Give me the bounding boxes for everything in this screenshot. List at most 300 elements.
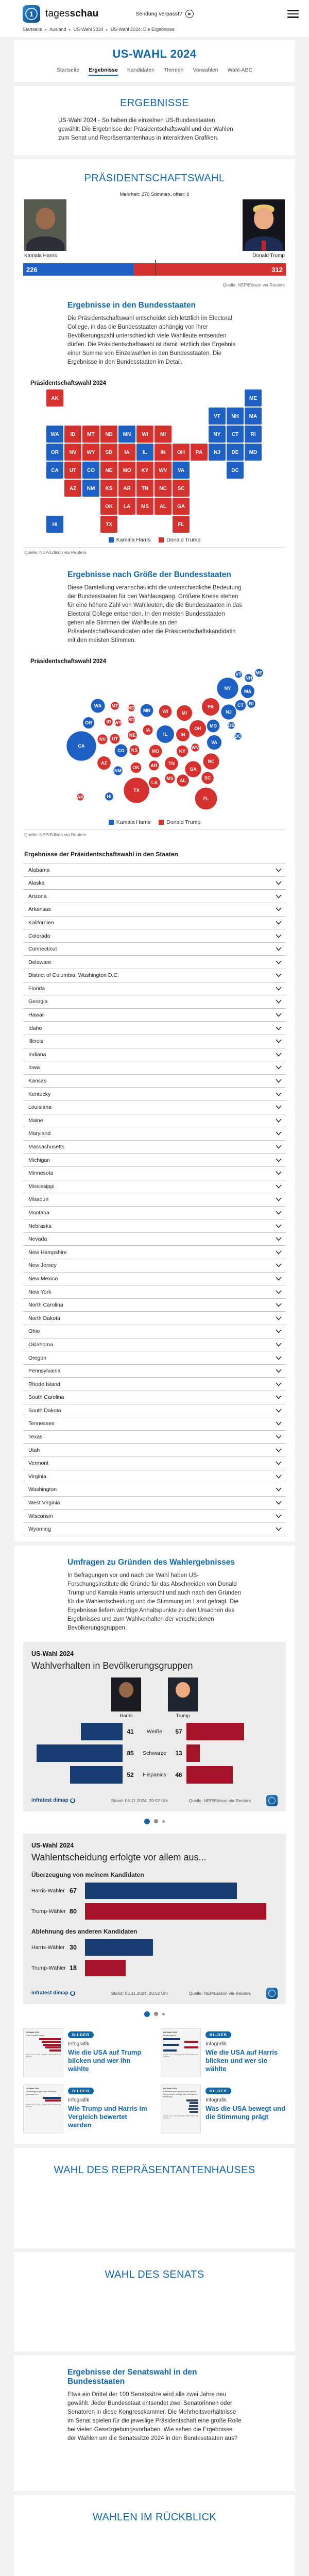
voter-group-label: Trump-Wähler xyxy=(31,1964,66,1971)
thumb-chart xyxy=(163,2099,198,2113)
state-accordion-row[interactable] xyxy=(23,1523,286,1536)
state-accordion-row[interactable] xyxy=(23,1404,286,1418)
state-accordion-row[interactable] xyxy=(23,1207,286,1220)
chevron-down-icon xyxy=(276,1211,282,1215)
thumb-footer: Stand: 06.11.2024 | Quelle: NEP/Edison via Reuters xyxy=(26,2053,61,2058)
state-bubble-ID[interactable] xyxy=(105,718,113,726)
state-accordion-row[interactable] xyxy=(23,903,286,917)
state-tile-WY[interactable] xyxy=(82,444,99,461)
trump-bar xyxy=(186,1723,244,1740)
state-accordion-row[interactable] xyxy=(23,1035,286,1048)
state-tile-ME[interactable] xyxy=(245,389,262,406)
map-label: Präsidentschaftswahl 2024 xyxy=(30,380,107,387)
state-accordion-row[interactable] xyxy=(23,956,286,969)
state-accordion-row[interactable] xyxy=(23,1022,286,1035)
state-bubble-WI[interactable] xyxy=(159,705,172,718)
state-tile-NE[interactable] xyxy=(100,462,117,479)
state-accordion-row[interactable] xyxy=(23,1061,286,1075)
state-bubble-LA[interactable] xyxy=(149,777,160,788)
state-accordion-row[interactable] xyxy=(23,1114,286,1128)
state-tile-SD[interactable] xyxy=(100,444,117,461)
svg-text:CO: CO xyxy=(87,468,95,474)
state-tile-DE[interactable] xyxy=(227,444,244,461)
state-accordion-row[interactable] xyxy=(23,1075,286,1088)
carousel-dot-active[interactable] xyxy=(144,2011,150,2017)
svg-text:CT: CT xyxy=(231,432,239,438)
state-bubble-WA[interactable] xyxy=(91,699,105,713)
state-bubble-NV[interactable] xyxy=(97,735,107,744)
state-accordion-row[interactable] xyxy=(23,1233,286,1246)
state-accordion-row[interactable] xyxy=(23,877,286,890)
state-bubble-NY[interactable] xyxy=(217,678,238,699)
harris-ev-segment: 226 xyxy=(23,263,133,276)
teaser-kicker: Infografik xyxy=(205,2097,227,2103)
state-name: Indiana xyxy=(28,1051,46,1058)
svg-text:CO: CO xyxy=(117,748,125,754)
state-tile-TN[interactable] xyxy=(136,480,153,497)
voter-group-label: Trump-Wähler xyxy=(31,1908,66,1914)
state-tile-MS[interactable] xyxy=(136,498,153,515)
chevron-down-icon xyxy=(276,1356,282,1360)
tab-vorwahlen[interactable]: Vorwahlen xyxy=(193,67,218,73)
state-tile-UT[interactable] xyxy=(64,462,81,479)
state-bubble-CT[interactable] xyxy=(235,700,246,711)
state-bubble-OH[interactable] xyxy=(190,720,206,737)
state-bubble-GA[interactable] xyxy=(185,761,201,777)
state-accordion-row[interactable] xyxy=(23,1417,286,1431)
value-label: 80 xyxy=(70,1907,77,1915)
state-bubble-ND[interactable] xyxy=(128,704,135,711)
state-tile-OR[interactable] xyxy=(46,444,63,461)
state-name: Texas xyxy=(28,1434,43,1440)
state-tile-ID[interactable] xyxy=(64,426,81,443)
teaser-title[interactable]: Wie Trump und Harris im Vergleich bewertet werden xyxy=(68,2104,147,2129)
candidates-block xyxy=(23,199,286,262)
state-bubble-AK[interactable] xyxy=(77,793,84,801)
infratest-dimap-logo: infratest dimap xyxy=(31,1798,75,1803)
teaser-card[interactable] xyxy=(23,2084,148,2133)
state-bubble-VT[interactable] xyxy=(235,671,242,678)
state-tile-WI[interactable] xyxy=(136,426,153,443)
state-tile-RI[interactable] xyxy=(245,426,262,443)
state-bubble-NH[interactable] xyxy=(245,674,253,682)
thumb-kicker: US-Wahl 2024 xyxy=(163,2087,177,2090)
legend-key: Kamala Harris xyxy=(109,537,151,543)
state-accordion-row[interactable] xyxy=(23,1483,286,1497)
state-bubble-OR[interactable] xyxy=(83,717,94,728)
decision-row xyxy=(31,1903,278,1920)
chevron-down-icon xyxy=(276,1461,282,1465)
state-accordion-row[interactable] xyxy=(23,1259,286,1273)
bubble-map-label: Präsidentschaftswahl 2024 xyxy=(30,658,107,665)
state-name: Illinois xyxy=(28,1038,44,1045)
state-bubble-WY[interactable] xyxy=(114,719,122,726)
state-accordion-row[interactable] xyxy=(23,1391,286,1404)
thumb-chart xyxy=(26,2097,61,2102)
state-tile-NC[interactable] xyxy=(154,480,171,497)
state-bubble-NJ[interactable] xyxy=(221,705,236,720)
state-tile-LA[interactable] xyxy=(118,498,135,515)
chevron-down-icon xyxy=(276,999,282,1004)
state-tile-NV[interactable] xyxy=(64,444,81,461)
chevron-down-icon xyxy=(276,1131,282,1136)
state-bubble-CA[interactable] xyxy=(66,732,96,761)
harris-value: 52 xyxy=(127,1771,134,1778)
voter-group-label: Harris-Wähler xyxy=(31,1887,65,1894)
state-accordion-row[interactable] xyxy=(23,982,286,996)
state-accordion-row[interactable] xyxy=(23,1365,286,1378)
state-tile-IN[interactable] xyxy=(154,444,171,461)
chevron-down-icon xyxy=(276,1382,282,1386)
section-tabs xyxy=(14,67,295,76)
decision-widget xyxy=(23,1834,286,2004)
state-accordion-row[interactable] xyxy=(23,929,286,943)
state-bubble-WV[interactable] xyxy=(191,743,199,752)
teaser-title[interactable]: Wie die USA auf Harris blicken und wer sie wählte xyxy=(205,2048,278,2073)
us-states-map[interactable] xyxy=(46,389,263,534)
chevron-down-icon xyxy=(276,868,282,872)
state-tile-OH[interactable] xyxy=(173,444,190,461)
state-bubble-MN[interactable] xyxy=(141,704,153,717)
state-tile-ND[interactable] xyxy=(100,426,117,443)
state-name: Kansas xyxy=(28,1078,47,1084)
state-accordion-row[interactable] xyxy=(23,1285,286,1299)
state-tile-CO[interactable] xyxy=(82,462,99,479)
svg-text:TN: TN xyxy=(141,486,149,492)
state-tile-NM[interactable] xyxy=(82,480,99,497)
teaser-card[interactable] xyxy=(161,2084,286,2133)
state-tile-VT[interactable] xyxy=(209,408,226,425)
state-accordion-row[interactable] xyxy=(23,863,286,877)
state-accordion-row[interactable] xyxy=(23,1101,286,1114)
state-name: New Mexico xyxy=(28,1275,58,1282)
state-bubble-SD[interactable] xyxy=(128,716,135,723)
thumb-footer: Stand: 06.11.2024 | Quelle: NEP/Edison via Reuters xyxy=(163,2053,198,2058)
tab-startseite[interactable]: Startseite xyxy=(56,67,80,73)
breadcrumb-separator: ▸ xyxy=(68,27,71,32)
state-tile-FL[interactable] xyxy=(173,516,190,533)
chevron-down-icon xyxy=(276,1158,282,1162)
breadcrumb-item[interactable]: US-Wahl 2024 xyxy=(73,27,104,32)
breadcrumb xyxy=(23,24,299,35)
state-accordion-row[interactable] xyxy=(23,890,286,903)
state-accordion-row[interactable] xyxy=(23,1127,286,1141)
state-accordion-row[interactable] xyxy=(23,1088,286,1101)
polls-heading[interactable]: Umfragen zu Gründen des Wahlergebnisses xyxy=(67,1557,235,1567)
state-accordion-row[interactable] xyxy=(23,1431,286,1444)
decision-groups xyxy=(31,1871,278,1976)
senate-results-card xyxy=(14,2355,295,2491)
state-accordion-row[interactable] xyxy=(23,1246,286,1259)
svg-text:VT: VT xyxy=(235,672,242,677)
state-tile-WA[interactable] xyxy=(46,426,63,443)
state-bubble-MI[interactable] xyxy=(177,705,192,721)
state-tile-AZ[interactable] xyxy=(64,480,81,497)
teaser-title[interactable]: Wie die USA auf Trump blicken und wer ihn wählte xyxy=(68,2048,142,2073)
state-bubble-IA[interactable] xyxy=(143,725,152,735)
intro-heading: ERGEBNISSE xyxy=(119,97,190,109)
state-bubble-TX[interactable] xyxy=(124,778,149,803)
state-accordion-row[interactable] xyxy=(23,1299,286,1312)
teaser-kicker: Infografik xyxy=(68,2041,90,2047)
state-accordion-row[interactable] xyxy=(23,1219,286,1233)
state-name: Pennsylvania xyxy=(28,1368,61,1375)
state-name: Massachusetts xyxy=(28,1144,65,1150)
svg-text:MN: MN xyxy=(143,708,150,714)
state-bubble-MS[interactable] xyxy=(165,774,175,784)
svg-text:FL: FL xyxy=(203,796,209,802)
president-card xyxy=(14,159,295,1541)
chevron-down-icon xyxy=(276,1237,282,1241)
state-bubble-CO[interactable] xyxy=(115,744,128,757)
state-name: Missouri xyxy=(28,1196,49,1203)
state-bubble-IN[interactable] xyxy=(176,728,190,741)
state-tile-NY[interactable] xyxy=(209,426,226,443)
state-bubble-MD[interactable] xyxy=(207,720,220,733)
state-tile-AK[interactable] xyxy=(46,389,63,406)
svg-text:CT: CT xyxy=(237,703,244,708)
harris-bar xyxy=(70,1766,123,1784)
state-tile-HI[interactable] xyxy=(46,516,63,533)
trump-col-label: Trump xyxy=(176,1713,190,1719)
widget2-title: Wahlentscheidung erfolgte vor allem aus... xyxy=(31,1852,207,1862)
state-accordion-row[interactable] xyxy=(23,1351,286,1365)
svg-text:NE: NE xyxy=(129,733,136,738)
state-accordion-row[interactable] xyxy=(23,995,286,1009)
state-bubble-KS[interactable] xyxy=(129,745,139,755)
state-bubble-NC[interactable] xyxy=(203,754,219,770)
state-tile-PA[interactable] xyxy=(191,444,208,461)
svg-text:NV: NV xyxy=(69,450,77,456)
state-bubble-AL[interactable] xyxy=(177,775,188,787)
trump-name: Donald Trump xyxy=(252,253,285,259)
state-tile-MA[interactable] xyxy=(245,408,262,425)
state-accordion-row[interactable] xyxy=(23,1470,286,1484)
widget1-stand: Stand: 06.11.2024, 20:52 Uhr xyxy=(111,1798,168,1803)
carousel-dot[interactable] xyxy=(162,2013,165,2015)
svg-text:AZ: AZ xyxy=(69,486,77,492)
state-bubble-NE[interactable] xyxy=(128,731,136,740)
state-bubble-HI[interactable] xyxy=(105,792,113,801)
state-tile-IA[interactable] xyxy=(118,444,135,461)
teaser-card[interactable] xyxy=(161,2028,286,2077)
state-name: New Jersey xyxy=(28,1262,57,1269)
svg-text:MS: MS xyxy=(166,776,174,782)
carousel-dot[interactable] xyxy=(154,1819,158,1823)
state-accordion-row[interactable] xyxy=(23,1312,286,1325)
tab-themen[interactable]: Themen xyxy=(163,67,184,73)
state-accordion-row[interactable] xyxy=(23,917,286,930)
senate-results-text: Etwa ein Drittel der 100 Senatssitze wird alle zwei Jahre neu gewählt. Jeder Bundesstaat entsendet zwei Senatorinnen oder Senatoren in diese Kongresskammer. Die Mehrheitsverhältnisse im Senat spielen für die jeweilige Präsidentschaft eine große Rolle bei vielen Gesetzgebungsvorhaben. Wie sehen die Ergebnisse der Wahlen um die Senatssitze 2024 in den Bundesstaaten aus? xyxy=(67,2391,242,2442)
state-accordion-row[interactable] xyxy=(23,1009,286,1022)
harris-bar xyxy=(37,1744,123,1762)
chevron-down-icon xyxy=(276,973,282,977)
state-tile-TX[interactable] xyxy=(100,516,117,533)
state-bubble-DE[interactable] xyxy=(228,722,235,729)
svg-text:OH: OH xyxy=(177,450,185,456)
svg-text:AL: AL xyxy=(159,504,167,510)
state-bubble-MA[interactable] xyxy=(241,685,254,698)
tab-kandidaten[interactable]: Kandidaten xyxy=(127,67,154,73)
svg-text:CA: CA xyxy=(51,468,59,474)
breadcrumb-item[interactable]: Startseite xyxy=(23,27,43,32)
state-tile-KS[interactable] xyxy=(100,480,117,497)
chevron-down-icon xyxy=(276,1421,282,1426)
state-accordion-row[interactable] xyxy=(23,1510,286,1523)
state-tile-NH[interactable] xyxy=(227,408,244,425)
state-accordion-row[interactable] xyxy=(23,1180,286,1194)
thumb-title: Überwiegend gute oder schlechte Meinung von... xyxy=(26,2090,57,2095)
state-accordion-row[interactable] xyxy=(23,1048,286,1062)
state-name: Ohio xyxy=(28,1328,40,1335)
state-bubble-NM[interactable] xyxy=(113,767,122,775)
state-bubble-MT[interactable] xyxy=(111,702,119,710)
state-accordion-row[interactable] xyxy=(23,943,286,956)
state-name: New York xyxy=(28,1289,52,1295)
state-accordion-row[interactable] xyxy=(23,1444,286,1457)
state-bubble-OK[interactable] xyxy=(131,762,142,773)
chevron-down-icon xyxy=(276,1395,282,1399)
state-bubble-UT[interactable] xyxy=(110,734,119,744)
state-bubble-AZ[interactable] xyxy=(97,756,111,770)
state-accordion-row[interactable] xyxy=(23,1457,286,1470)
size-section-text: Diese Darstellung veranschaulicht die unterschiedliche Bedeutung der Bundesstaaten für den Wahlausgang. Größere Kreise stehen für eine höhere Zahl von Wahlleuten, die die Bundesstaaten in das Electoral College entsenden. In den meisten Bundesstaaten gehen alle Stimmen der Wahlleute an den Präsidentschaftskandidaten oder die Präsidentschaftskandidatin mit den meisten Stimmen. xyxy=(67,585,243,644)
state-bubble-IL[interactable] xyxy=(157,725,174,743)
state-name: West Virginia xyxy=(28,1500,60,1506)
carousel-dot[interactable] xyxy=(154,2012,158,2016)
carousel-dot-active[interactable] xyxy=(144,1819,150,1824)
state-bubble-PA[interactable] xyxy=(202,698,219,716)
play-icon[interactable]: ▶ xyxy=(185,10,194,18)
svg-text:AR: AR xyxy=(123,486,131,492)
chevron-down-icon xyxy=(276,1013,282,1017)
state-tile-MT[interactable] xyxy=(82,426,99,443)
state-tile-OK[interactable] xyxy=(100,498,117,515)
state-bubble-TN[interactable] xyxy=(165,757,178,770)
trump-value: 57 xyxy=(175,1727,182,1735)
state-accordion-row[interactable] xyxy=(23,1193,286,1207)
state-bubble-FL[interactable] xyxy=(195,788,217,810)
state-name: Rhode Island xyxy=(28,1381,60,1387)
state-bubble-ME[interactable] xyxy=(255,669,263,677)
chevron-down-icon xyxy=(276,1527,282,1531)
breadcrumb-item[interactable]: Ausland xyxy=(49,27,66,32)
state-accordion-row[interactable] xyxy=(23,1141,286,1154)
state-tile-IL[interactable] xyxy=(136,444,153,461)
svg-text:SC: SC xyxy=(204,775,211,781)
state-tile-MD[interactable] xyxy=(245,444,262,461)
bubble-map-source: Quelle: NEP/Edison via Reuters xyxy=(23,829,286,837)
thumb-footer: Stand: 06.11.2024 | Quelle: NEP/Edison via Reuters xyxy=(163,2114,198,2119)
brand-wordmark[interactable]: tagesschau xyxy=(45,8,99,19)
state-bubble-SC[interactable] xyxy=(201,772,213,784)
decision-group-title: Ablehnung des anderen Kandidaten xyxy=(31,1927,138,1935)
state-tile-AL[interactable] xyxy=(154,498,171,515)
house-card xyxy=(14,2148,295,2248)
svg-text:ID: ID xyxy=(106,719,111,725)
state-tile-SC[interactable] xyxy=(173,480,190,497)
svg-text:MD: MD xyxy=(210,723,217,729)
tab-wahl-abc[interactable]: Wahl-ABC xyxy=(227,67,253,73)
state-tile-KY[interactable] xyxy=(136,462,153,479)
state-accordion-row[interactable] xyxy=(23,1167,286,1180)
state-accordion-row[interactable] xyxy=(23,1273,286,1286)
state-accordion-row[interactable] xyxy=(23,1378,286,1391)
state-tile-MI[interactable] xyxy=(154,426,171,443)
us-bubble-cartogram[interactable] xyxy=(23,667,286,816)
svg-text:VA: VA xyxy=(177,468,185,474)
hero-card xyxy=(14,40,295,82)
state-tile-CA[interactable] xyxy=(46,462,63,479)
teaser-card[interactable] xyxy=(23,2028,148,2077)
state-bubble-KY[interactable] xyxy=(177,745,188,757)
bilder-badge: BILDER xyxy=(68,2031,94,2038)
state-tile-NJ[interactable] xyxy=(209,444,226,461)
chevron-down-icon xyxy=(276,960,282,964)
states-section-heading[interactable]: Ergebnisse in den Bundesstaaten xyxy=(67,301,196,310)
state-accordion-row[interactable] xyxy=(23,969,286,982)
state-tile-CT[interactable] xyxy=(227,426,244,443)
state-tile-GA[interactable] xyxy=(173,498,190,515)
state-accordion-row[interactable] xyxy=(23,1338,286,1352)
chevron-down-icon xyxy=(276,1435,282,1439)
svg-text:IL: IL xyxy=(143,450,147,456)
state-accordion-row[interactable] xyxy=(23,1497,286,1510)
senate-results-heading[interactable]: Ergebnisse der Senatswahl in den Bundesstaaten xyxy=(67,2367,197,2386)
teaser-title[interactable]: Was die USA bewegt und die Stimmung prägt xyxy=(205,2104,286,2121)
carousel-dot[interactable] xyxy=(162,1820,165,1823)
legend-swatch-icon xyxy=(159,820,164,825)
state-tile-AR[interactable] xyxy=(118,480,135,497)
state-name: Louisiana xyxy=(28,1104,52,1111)
state-bubble-RI[interactable] xyxy=(247,700,255,708)
legend-key: Donald Trump xyxy=(159,819,200,825)
chevron-down-icon xyxy=(276,1514,282,1518)
state-name: Virginia xyxy=(28,1473,46,1480)
svg-text:NH: NH xyxy=(231,414,239,420)
tagesschau-logo-icon[interactable] xyxy=(23,5,40,23)
chevron-down-icon xyxy=(276,1487,282,1492)
teaser-thumbnail xyxy=(23,2028,63,2077)
svg-text:OH: OH xyxy=(194,726,201,732)
state-bubble-DC[interactable] xyxy=(234,733,242,740)
demographics-widget xyxy=(23,1642,286,1811)
missed-show-link[interactable] xyxy=(135,10,193,18)
state-tile-MO[interactable] xyxy=(118,462,135,479)
state-accordion-row[interactable] xyxy=(23,1154,286,1167)
state-bubble-VA[interactable] xyxy=(207,735,221,750)
chevron-down-icon xyxy=(276,1409,282,1413)
state-name: Wisconsin xyxy=(28,1513,53,1519)
breadcrumb-item[interactable]: US-Wahl 2024: Die Ergebnisse xyxy=(110,27,175,32)
chevron-down-icon xyxy=(276,1026,282,1030)
tab-ergebnisse[interactable]: Ergebnisse xyxy=(89,67,118,76)
svg-text:PA: PA xyxy=(208,704,214,710)
state-bubble-MO[interactable] xyxy=(149,745,162,758)
state-tile-DC[interactable] xyxy=(227,462,244,479)
state-bubble-AR[interactable] xyxy=(149,761,159,771)
state-tile-MN[interactable] xyxy=(118,426,135,443)
state-tile-WV[interactable] xyxy=(154,462,171,479)
svg-text:HI: HI xyxy=(52,522,58,528)
state-accordion-row[interactable] xyxy=(23,1325,286,1338)
size-section-heading[interactable]: Ergebnisse nach Größe der Bundesstaaten xyxy=(67,570,231,580)
hamburger-menu-icon[interactable] xyxy=(287,8,299,20)
infratest-ring-icon xyxy=(70,1798,75,1803)
svg-text:NM: NM xyxy=(87,486,95,492)
source-note: Quelle: NEP/Edison via Reuters xyxy=(23,280,286,287)
state-tile-VA[interactable] xyxy=(173,462,190,479)
